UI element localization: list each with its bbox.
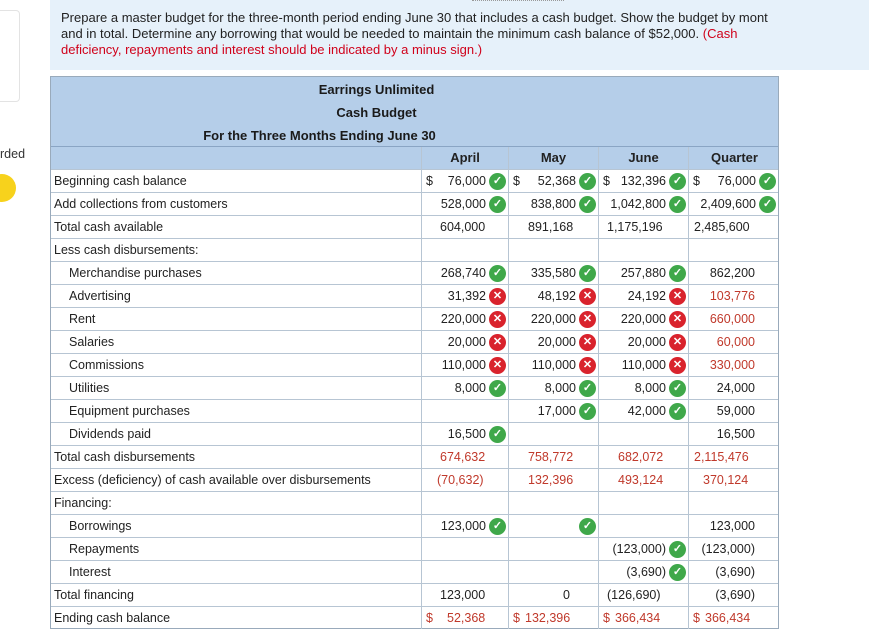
row-rent: Rent 220,000 ✕ 220,000 ✕ 220,000 ✕ 660,000	[51, 307, 778, 330]
incorrect-icon: ✕	[489, 311, 506, 328]
col-june: June	[598, 147, 688, 169]
incorrect-icon: ✕	[489, 357, 506, 374]
instructions-box	[50, 0, 869, 70]
correct-icon: ✓	[669, 564, 686, 581]
row-beginning-cash: Beginning cash balance $ 76,000 ✓ $ 52,368 ✓ $ 132,396 ✓ $ 76,000 ✓	[51, 169, 778, 192]
correct-icon: ✓	[669, 541, 686, 558]
row-repayments: Repayments (123,000) ✓ (123,000)	[51, 537, 778, 560]
correct-icon: ✓	[579, 380, 596, 397]
correct-icon: ✓	[489, 426, 506, 443]
row-commissions: Commissions 110,000 ✕ 110,000 ✕ 110,000 ✕ 330,000	[51, 353, 778, 376]
row-advertising: Advertising 31,392 ✕ 48,192 ✕ 24,192 ✕ 103,776	[51, 284, 778, 307]
correct-icon: ✓	[489, 196, 506, 213]
row-salaries: Salaries 20,000 ✕ 20,000 ✕ 20,000 ✕ 60,000	[51, 330, 778, 353]
correct-icon: ✓	[759, 196, 776, 213]
correct-icon: ✓	[579, 403, 596, 420]
col-may: May	[508, 147, 598, 169]
incorrect-icon: ✕	[579, 288, 596, 305]
row-utilities: Utilities 8,000 ✓ 8,000 ✓ 8,000 ✓ 24,000	[51, 376, 778, 399]
row-equipment: Equipment purchases 17,000 ✓ 42,000 ✓ 59,000	[51, 399, 778, 422]
correct-icon: ✓	[669, 265, 686, 282]
correct-icon: ✓	[669, 403, 686, 420]
correct-icon: ✓	[579, 196, 596, 213]
incorrect-icon: ✕	[579, 334, 596, 351]
incorrect-icon: ✕	[489, 288, 506, 305]
correct-icon: ✓	[579, 518, 596, 535]
row-total-available: Total cash available 604,000 891,168 1,175,196 2,485,600	[51, 215, 778, 238]
row-total-financing: Total financing 123,000 0 (126,690) (3,690)	[51, 583, 778, 606]
row-total-disbursements: Total cash disbursements 674,632 758,772 682,072 2,115,476	[51, 445, 778, 468]
instructions-red-note: (Cash	[702, 26, 738, 41]
row-borrowings: Borrowings 123,000 ✓ ✓ 123,000	[51, 514, 778, 537]
row-collections: Add collections from customers 528,000 ✓ 838,800 ✓ 1,042,800 ✓ 2,409,600 ✓	[51, 192, 778, 215]
company-name: Earrings Unlimited	[318, 82, 435, 97]
col-quarter: Quarter	[688, 147, 780, 169]
incorrect-icon: ✕	[669, 334, 686, 351]
dotted-divider	[472, 0, 564, 1]
row-less-disbursements: Less cash disbursements:	[51, 238, 778, 261]
incorrect-icon: ✕	[669, 311, 686, 328]
cash-budget-table	[50, 76, 779, 629]
col-april: April	[421, 147, 508, 169]
correct-icon: ✓	[489, 265, 506, 282]
column-header-row	[51, 146, 778, 169]
correct-icon: ✓	[489, 518, 506, 535]
correct-icon: ✓	[669, 173, 686, 190]
correct-icon: ✓	[579, 173, 596, 190]
correct-icon: ✓	[669, 380, 686, 397]
incorrect-icon: ✕	[489, 334, 506, 351]
incorrect-icon: ✕	[579, 357, 596, 374]
incorrect-icon: ✕	[669, 357, 686, 374]
row-financing: Financing:	[51, 491, 778, 514]
incorrect-icon: ✕	[669, 288, 686, 305]
correct-icon: ✓	[489, 173, 506, 190]
row-ending-cash: Ending cash balance $ 52,368 $ 132,396 $ 366,434 $ 366,434	[51, 606, 778, 629]
left-panel-label: rded	[0, 147, 26, 161]
row-interest: Interest (3,690) ✓ (3,690)	[51, 560, 778, 583]
correct-icon: ✓	[579, 265, 596, 282]
report-period: For the Three Months Ending June 30	[203, 128, 436, 143]
table-header	[51, 77, 778, 146]
instructions-line-2: and in total. Determine any borrowing that would be needed to maintain the minimum cash balance of $52,000. (Cash	[61, 26, 738, 41]
row-dividends: Dividends paid 16,500 ✓ 16,500	[51, 422, 778, 445]
row-merchandise: Merchandise purchases 268,740 ✓ 335,580 ✓ 257,880 ✓ 862,200	[51, 261, 778, 284]
row-excess-deficiency: Excess (deficiency) of cash available over disbursements (70,632) 132,396 493,124 370,124	[51, 468, 778, 491]
correct-icon: ✓	[489, 380, 506, 397]
correct-icon: ✓	[669, 196, 686, 213]
instructions-line-3: deficiency, repayments and interest should be indicated by a minus sign.)	[61, 42, 483, 57]
correct-icon: ✓	[759, 173, 776, 190]
incorrect-icon: ✕	[579, 311, 596, 328]
report-title: Cash Budget	[336, 105, 417, 120]
instructions-line-1: Prepare a master budget for the three-month period ending June 30 that includes a cash budget. Show the budget by mont	[61, 10, 768, 25]
progress-dot-icon[interactable]	[0, 174, 16, 202]
